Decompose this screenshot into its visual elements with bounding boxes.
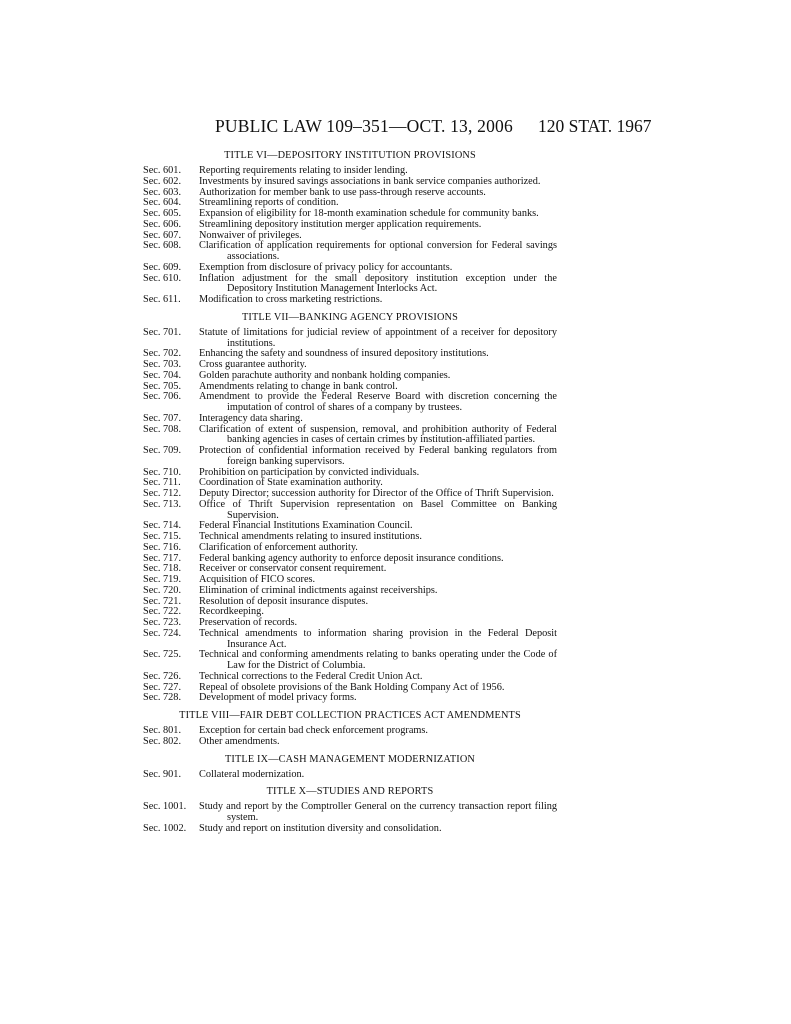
section-title: Nonwaiver of privileges.	[199, 229, 302, 241]
section-title: Enhancing the safety and soundness of insured depository institutions.	[199, 348, 489, 360]
section-number: Sec. 728.	[143, 692, 182, 704]
section-entry	[143, 295, 557, 306]
section-title: Reporting requirements relating to insider lending.	[199, 165, 408, 176]
title-heading: TITLE VIII—FAIR DEBT COLLECTION PRACTICES ACT AMENDMENTS	[179, 710, 521, 721]
section-entry	[143, 737, 557, 748]
section-number: Sec. 723.	[143, 617, 182, 628]
section-entry	[143, 328, 557, 350]
section-number: Sec. 606.	[143, 218, 182, 230]
section-entry	[143, 274, 557, 296]
section-number: Sec. 707.	[143, 412, 182, 424]
section-title: Receiver or conservator consent requirement.	[199, 563, 387, 575]
section-entry	[143, 500, 557, 522]
section-title: Golden parachute authority and nonbank holding companies.	[199, 369, 451, 381]
section-entry	[143, 672, 557, 683]
section-title: Technical and conforming amendments relating to banks operating under the Code of Law for the District of Columbia.	[199, 649, 557, 671]
section-title: Statute of limitations for judicial review of appointment of a receiver for depository institutions.	[199, 326, 557, 349]
section-title: Amendment to provide the Federal Reserve Board with discretion concerning the imputation of control of shares of a company by trustees.	[199, 391, 557, 413]
section-title: Deputy Director; succession authority for Director of the Office of Thrift Supervision.	[199, 488, 554, 499]
title-heading: TITLE VII—BANKING AGENCY PROVISIONS	[241, 311, 459, 323]
section-title: Repeal of obsolete provisions of the Bank Holding Company Act of 1956.	[199, 681, 505, 693]
title-heading: TITLE X—STUDIES AND REPORTS	[266, 786, 434, 798]
section-title: Technical corrections to the Federal Credit Union Act.	[199, 670, 423, 682]
section-number: Sec. 607.	[143, 229, 182, 241]
section-number: Sec. 722.	[143, 606, 182, 618]
section-title: Interagency data sharing.	[199, 412, 303, 424]
section-title: Resolution of deposit insurance disputes.	[199, 595, 369, 607]
section-entry	[143, 446, 557, 468]
section-number: Sec. 726.	[143, 670, 182, 682]
section-title: Investments by insured savings associations in bank service companies authorized.	[199, 175, 541, 187]
section-number: Sec. 709.	[143, 445, 182, 456]
section-number: Sec. 602.	[143, 175, 182, 187]
section-title: Office of Thrift Supervision representation on Basel Committee on Banking Supervision.	[199, 498, 557, 521]
section-number: Sec. 715.	[143, 531, 182, 542]
section-title: Clarification of extent of suspension, removal, and prohibition authority of Federal banking agencies in cases of certain crimes by institution-affiliated parties.	[199, 423, 557, 446]
section-number: Sec. 704.	[143, 369, 182, 381]
section-number: Sec. 801.	[143, 725, 182, 736]
section-number: Sec. 720.	[143, 584, 182, 596]
section-entry	[143, 371, 557, 382]
section-number: Sec. 611.	[143, 294, 181, 305]
section-title: Clarification of enforcement authority.	[199, 541, 358, 553]
section-entry	[143, 629, 557, 651]
section-title: Other amendments.	[199, 735, 280, 747]
section-entry	[143, 770, 557, 781]
section-title: Amendments relating to change in bank control.	[199, 380, 398, 392]
section-number: Sec. 714.	[143, 520, 182, 532]
section-title: Expansion of eligibility for 18-month examination schedule for community banks.	[199, 208, 539, 219]
section-entry	[143, 263, 557, 274]
section-title: Modification to cross marketing restrictions.	[199, 294, 383, 305]
title-heading: TITLE IX—CASH MANAGEMENT MODERNIZATION	[224, 753, 476, 765]
section-title: Exception for certain bad check enforcement programs.	[199, 725, 429, 736]
section-title: Coordination of State examination authority.	[199, 477, 383, 489]
section-title: Federal Financial Institutions Examination Council.	[199, 520, 413, 532]
section-number: Sec. 608.	[143, 240, 182, 252]
section-number: Sec. 708.	[143, 423, 182, 435]
section-title: Federal banking agency authority to enforce deposit insurance conditions.	[199, 552, 504, 564]
section-title: Study and report on institution diversity and consolidation.	[199, 822, 442, 834]
section-title: Prohibition on participation by convicted individuals.	[199, 466, 420, 478]
section-number: Sec. 706.	[143, 391, 182, 403]
section-entry	[143, 425, 557, 447]
section-title: Authorization for member bank to use pass-through reserve accounts.	[199, 186, 486, 198]
section-title: Technical amendments to information sharing provision in the Federal Deposit Insurance Act.	[199, 627, 557, 650]
section-number: Sec. 711.	[143, 477, 181, 489]
section-title: Technical amendments relating to insured institutions.	[199, 531, 422, 542]
section-number: Sec. 725.	[143, 649, 182, 661]
section-entry	[143, 586, 557, 597]
section-number: Sec. 719.	[143, 574, 182, 585]
section-number: Sec. 705.	[143, 380, 182, 392]
table-of-contents	[143, 150, 557, 835]
section-title: Preservation of records.	[199, 617, 298, 628]
section-title: Protection of confidential information received by Federal banking regulators from foreign banking supervisors.	[199, 445, 557, 467]
section-title: Elimination of criminal indictments against receiverships.	[199, 584, 438, 596]
section-number: Sec. 710.	[143, 466, 182, 478]
section-number: Sec. 721.	[143, 595, 182, 607]
section-number: Sec. 802.	[143, 735, 182, 747]
section-number: Sec. 724.	[143, 627, 182, 639]
section-number: Sec. 701.	[143, 326, 182, 338]
section-number: Sec. 727.	[143, 681, 182, 693]
section-entry	[143, 220, 557, 231]
section-number: Sec. 713.	[143, 498, 182, 510]
section-number: Sec. 610.	[143, 272, 182, 284]
section-title: Study and report by the Comptroller General on the currency transaction report filing system.	[199, 801, 557, 823]
section-entry	[143, 543, 557, 554]
section-number: Sec. 716.	[143, 541, 182, 553]
section-entry	[143, 392, 557, 414]
section-number: Sec. 601.	[143, 165, 182, 176]
section-number: Sec. 604.	[143, 197, 182, 209]
section-number: Sec. 717.	[143, 552, 182, 564]
section-title: Development of model privacy forms.	[199, 692, 357, 704]
section-entry	[143, 241, 557, 263]
section-title: Cross guarantee authority.	[199, 359, 307, 370]
section-title: Clarification of application requirements for optional conversion for Federal savings associations.	[199, 240, 557, 262]
section-number: Sec. 1001.	[143, 801, 187, 813]
section-title: Collateral modernization.	[199, 768, 305, 780]
section-entry	[143, 824, 557, 835]
section-number: Sec. 1002.	[143, 822, 187, 834]
section-number: Sec. 703.	[143, 359, 182, 370]
section-title: Streamlining depository institution merger application requirements.	[199, 218, 482, 230]
title-heading: TITLE VI—DEPOSITORY INSTITUTION PROVISIONS	[224, 150, 476, 161]
section-entry	[143, 177, 557, 188]
section-title: Streamlining reports of condition.	[199, 197, 339, 209]
section-entry	[143, 414, 557, 425]
section-number: Sec. 718.	[143, 563, 182, 575]
section-number: Sec. 605.	[143, 208, 182, 219]
section-title: Exemption from disclosure of privacy policy for accountants.	[199, 261, 453, 273]
section-number: Sec. 702.	[143, 348, 182, 360]
running-header-stat-page: 120 STAT. 1967	[538, 116, 652, 136]
section-number: Sec. 712.	[143, 488, 182, 499]
running-header-citation: PUBLIC LAW 109–351—OCT. 13, 2006	[215, 116, 513, 136]
section-title: Acquisition of FICO scores.	[199, 574, 316, 585]
section-title: Inflation adjustment for the small depository institution exception under the Depository Institution Management Interlocks Act.	[199, 272, 557, 295]
section-title: Recordkeeping.	[199, 606, 264, 618]
section-number: Sec. 901.	[143, 768, 182, 780]
section-number: Sec. 609.	[143, 261, 182, 273]
section-entry	[143, 802, 557, 824]
section-entry	[143, 650, 557, 672]
section-number: Sec. 603.	[143, 186, 182, 198]
section-entry	[143, 693, 557, 704]
